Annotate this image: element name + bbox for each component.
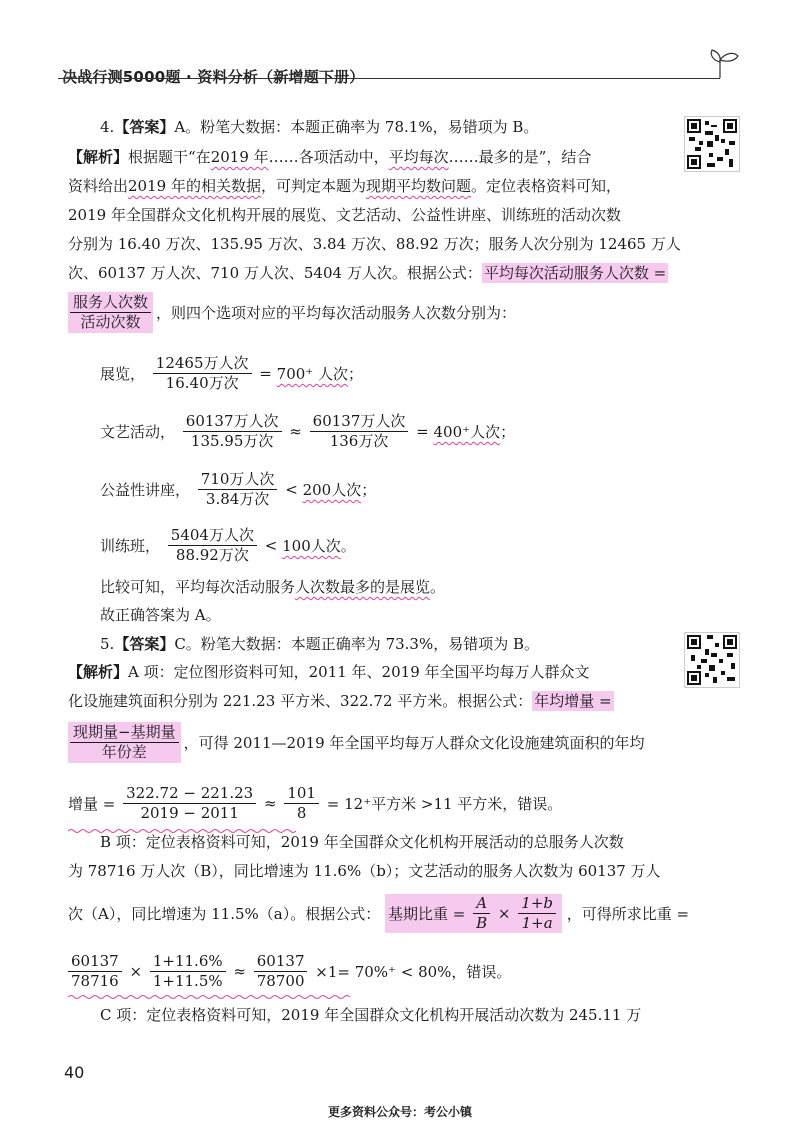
wavy-underline: [68, 994, 354, 1000]
qr-code-icon[interactable]: [684, 116, 740, 172]
q4-analysis-line-3: 2019 年全国群众文化机构开展的展览、文艺活动、公益性讲座、训练班的活动次数: [68, 206, 621, 224]
q5-analysis-line-2: 化设施建筑面积分别为 221.23 平方米、322.72 平方米。根据公式： 年均增量 =: [68, 692, 612, 710]
q5-b-line-2: 为 78716 万人次（B），同比增速为 11.6%（b）；文艺活动的服务人次数为 60137 万人: [68, 862, 661, 880]
q4-analysis-line-2: 资料给出2019 年的相关数据，可判定本题为现期平均数问题。定位表格资料可知，: [68, 177, 622, 195]
q5-c-line-1: C 项：定位表格资料可知，2019 年全国群众文化机构开展活动次数为 245.11 万: [100, 1006, 642, 1024]
q5-b-line-3: 次（A），同比增速为 11.5%（a）。根据公式： 基期比重 = $\frac{A}{B}$ × $\frac{1+b}{1+a}$ ，可得所求比重 =: [68, 894, 690, 932]
header-rule: [58, 78, 720, 79]
q5-b-line-1: B 项：定位表格资料可知，2019 年全国群众文化机构开展活动的总服务人次数: [100, 833, 624, 851]
q4-item-training: 训练班， $\frac{\text{5404万人次}}{\text{88.92万次}}$ < 100人次。: [100, 526, 356, 564]
q4-item-arts: 文艺活动， $\frac{\text{60137万人次}}{\text{135.95万次}}$ ≈ $\frac{\text{60137万人次}}{\text{136万次}}$ = 400⁺人次；: [100, 412, 516, 450]
base-proportion-formula: 基期比重 = $\frac{A}{B}$ × $\frac{1+b}{1+a}$: [385, 894, 562, 933]
q4-analysis-line-5: 次、60137 万人次、710 万人次、5404 万人次。根据公式： 平均每次活动服务人次数 =: [68, 264, 667, 282]
formula-fraction: $\frac{\text{服务人次数}}{\text{活动次数}}$: [68, 292, 153, 333]
page-number: 40: [64, 1063, 85, 1082]
q5-analysis-line-1: 【解析】A 项：定位图形资料可知，2011 年、2019 年全国平均每万人群众文: [68, 663, 590, 681]
q4-final-answer: 故正确答案为 A。: [100, 606, 221, 624]
q5-b-calc-line: $\frac{60137}{78716}$ × $\frac{1+11.6\%}{1+11.5\%}$ ≈ $\frac{60137}{78700}$ ×1= 70%⁺ < 80%，错误。: [68, 952, 511, 991]
q5-calc-line: 增量 = $\frac{322.72 - 221.23}{2019 - 2011}$ ≈ $\frac{101}{8}$ = 12⁺平方米 >11 平方米，错误。: [68, 784, 563, 822]
q4-item-lecture: 公益性讲座， $\frac{\text{710万人次}}{\text{3.84万次}}$ < 200人次；: [100, 470, 377, 508]
sprout-icon: [706, 46, 746, 80]
formula-fraction: $\frac{\text{现期量−基期量}}{\text{年份差}}$: [68, 722, 181, 763]
footer-text: 更多资料公众号：考公小镇: [327, 1105, 472, 1119]
q5-answer-line: 5.【答案】C。粉笔大数据：本题正确率为 73.3%，易错项为 B。: [100, 635, 540, 653]
qr-code-icon[interactable]: [684, 632, 740, 688]
q4-analysis-line-4: 分别为 16.40 万次、135.95 万次、3.84 万次、88.92 万次；服务人次分别为 12465 万人: [68, 235, 681, 253]
q4-compare-line: 比较可知，平均每次活动服务人次数最多的是展览。: [100, 578, 446, 596]
running-header-title: 决战行测5000题 · 资料分析（新增题下册）: [62, 68, 365, 86]
q5-formula-line: $\frac{\text{现期量−基期量}}{\text{年份差}}$ ，可得 2011—2019 年全国平均每万人群众文化设施建筑面积的年均: [68, 722, 644, 763]
q4-analysis-line-1: 【解析】根据题干“在2019 年……各项活动中，平均每次……最多的是”，结合: [68, 148, 592, 166]
q4-answer-line: 4.【答案】A。粉笔大数据：本题正确率为 78.1%，易错项为 B。: [100, 118, 539, 136]
q4-item-exhibit: 展览， $\frac{\text{12465万人次}}{\text{16.40万次}}$ = 700⁺ 人次；: [100, 354, 363, 392]
q4-formula-line: $\frac{\text{服务人次数}}{\text{活动次数}}$ ，则四个选项对应的平均每次活动服务人次数分别为：: [68, 292, 516, 333]
